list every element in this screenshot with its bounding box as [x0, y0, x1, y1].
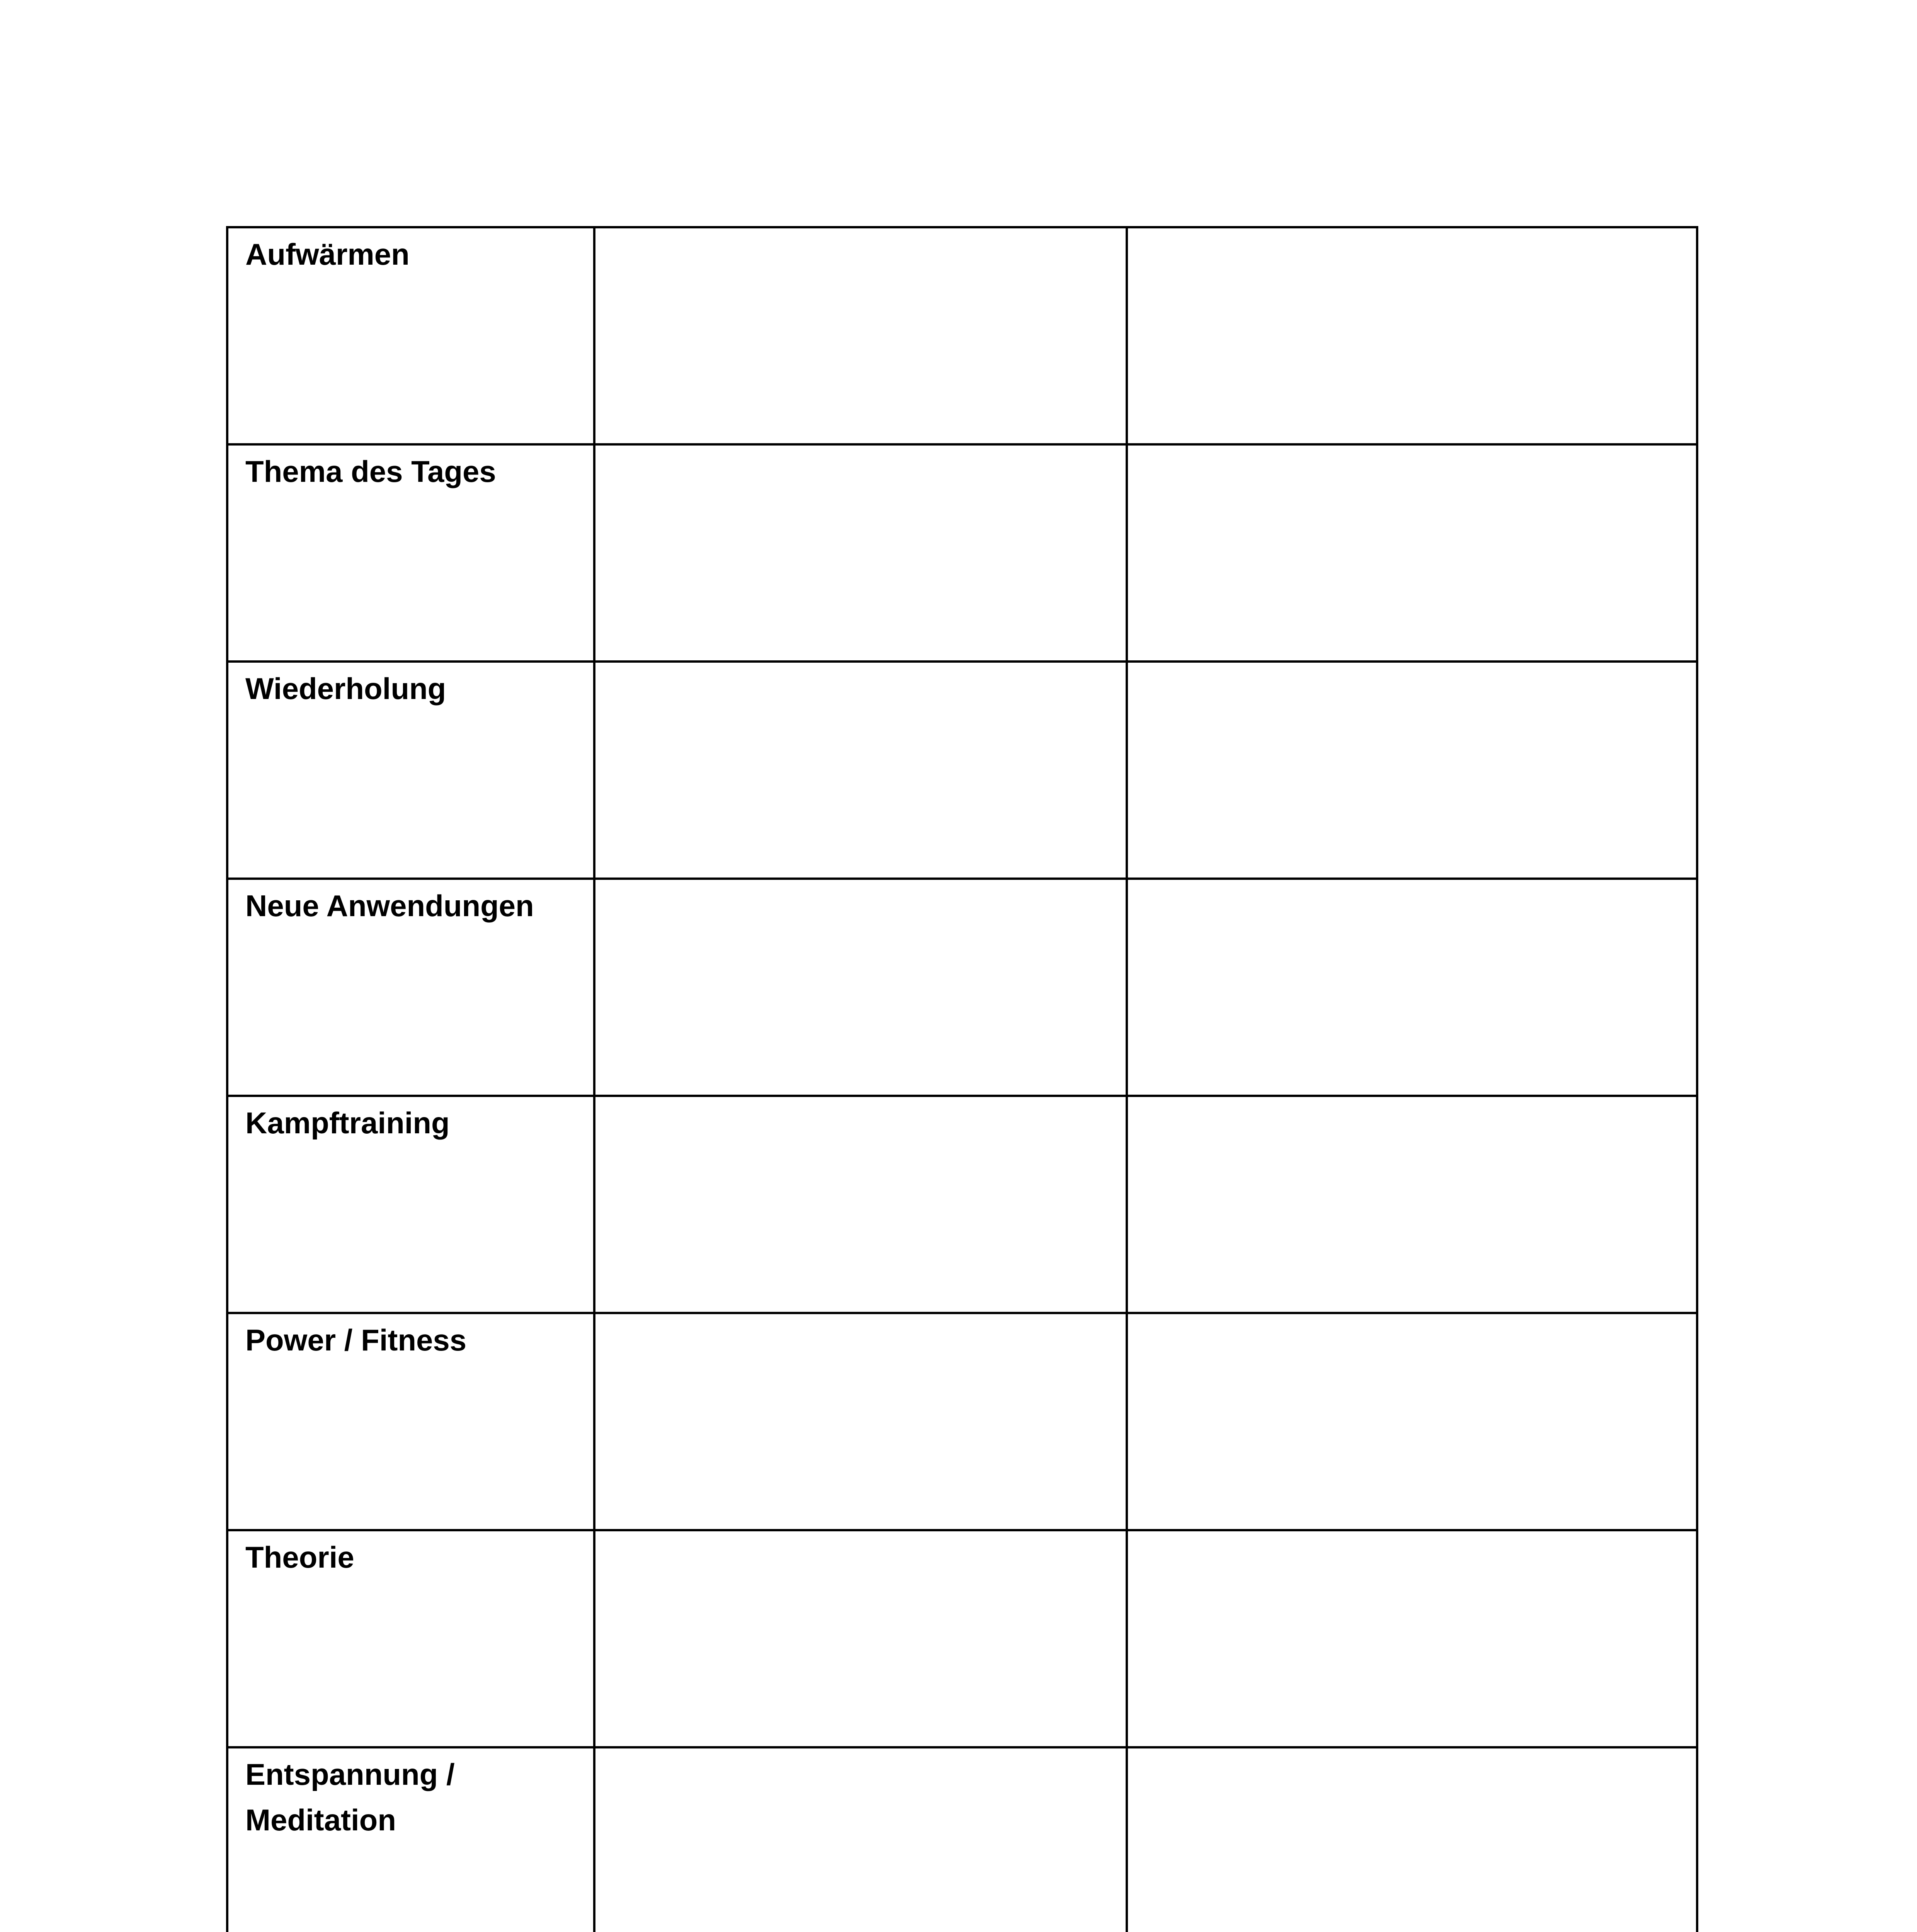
entry-cell[interactable] — [1127, 1313, 1697, 1530]
entry-cell[interactable] — [594, 444, 1127, 662]
entry-cell[interactable] — [1127, 662, 1697, 879]
row-label-cell — [227, 1747, 594, 1932]
table-row — [227, 227, 1697, 444]
row-label-line: Entspannung / — [245, 1757, 455, 1791]
entry-cell[interactable] — [1127, 1096, 1697, 1313]
entry-cell[interactable] — [594, 1313, 1127, 1530]
row-label: Neue Anwendungen — [245, 889, 534, 923]
row-label-cell — [227, 1096, 594, 1313]
row-label-cell — [227, 444, 594, 662]
row-label: Theorie — [245, 1540, 354, 1574]
table-row — [227, 1747, 1697, 1932]
row-label: Power / Fitness — [245, 1323, 467, 1357]
row-label: Thema des Tages — [245, 454, 496, 488]
table-row — [227, 1313, 1697, 1530]
table-row — [227, 444, 1697, 662]
table-row — [227, 1096, 1697, 1313]
entry-cell[interactable] — [1127, 1530, 1697, 1747]
row-label: Kampftraining — [245, 1106, 450, 1140]
entry-cell[interactable] — [594, 1096, 1127, 1313]
entry-cell[interactable] — [1127, 444, 1697, 662]
entry-cell[interactable] — [594, 662, 1127, 879]
row-label-line: Meditation — [245, 1803, 396, 1837]
entry-cell[interactable] — [594, 227, 1127, 444]
table-row — [227, 879, 1697, 1096]
row-label-cell — [227, 879, 594, 1096]
row-label-cell — [227, 227, 594, 444]
entry-cell[interactable] — [1127, 227, 1697, 444]
row-label: Aufwärmen — [245, 237, 410, 271]
entry-cell[interactable] — [594, 879, 1127, 1096]
row-label-cell — [227, 1530, 594, 1747]
row-label-cell — [227, 1313, 594, 1530]
entry-cell[interactable] — [1127, 1747, 1697, 1932]
row-label: Wiederholung — [245, 672, 446, 706]
table-row — [227, 662, 1697, 879]
row-label — [228, 1748, 593, 1843]
entry-cell[interactable] — [594, 1747, 1127, 1932]
entry-cell[interactable] — [1127, 879, 1697, 1096]
row-label-cell — [227, 662, 594, 879]
entry-cell[interactable] — [594, 1530, 1127, 1747]
table-row — [227, 1530, 1697, 1747]
training-plan-table — [226, 226, 1698, 1932]
